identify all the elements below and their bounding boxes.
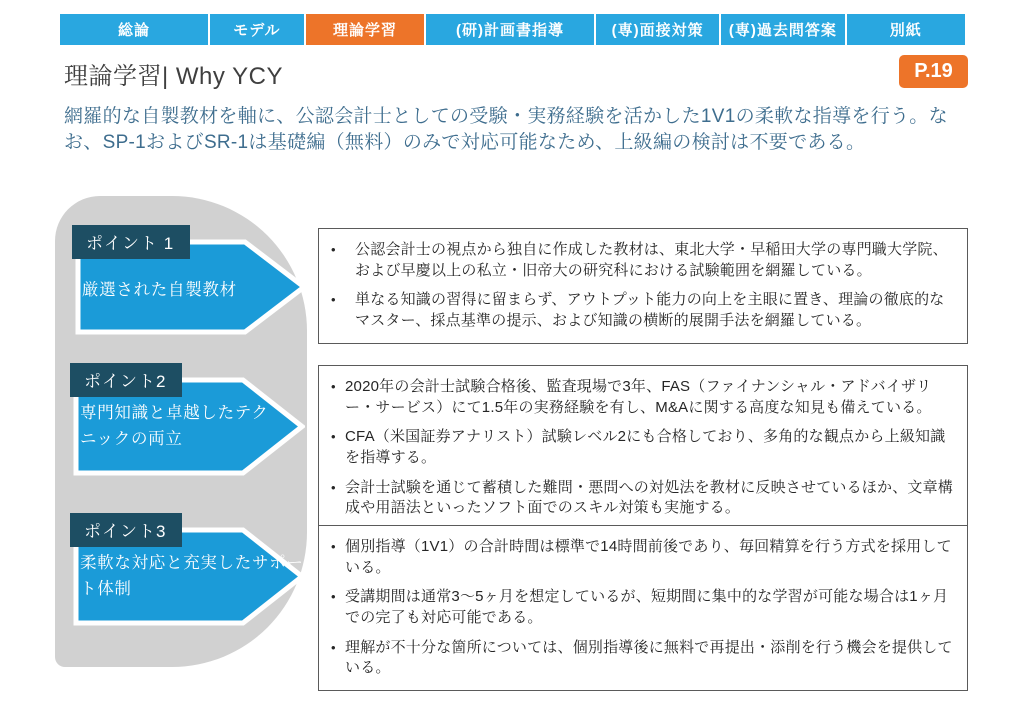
list-item (331, 290, 953, 331)
bullet-icon: • (331, 379, 336, 394)
nav-tab-riron-gakushu-active[interactable]: 理論学習 (304, 14, 424, 45)
nav-tab-model[interactable]: モデル (208, 14, 304, 45)
list-item (331, 478, 953, 519)
info-text: 会計士試験を通じて蓄積した難問・悪問への対処法を教材に反映させているほか、文章構成や用語法といったソフト面でのスキル対策も実施する。 (345, 478, 954, 517)
nav-tab-kakomon-toan[interactable]: (専)過去問答案 (719, 14, 844, 45)
info-text: 公認会計士の視点から独自に作成した教材は、東北大学・早稲田大学の専門職大学院、および早慶以上の私立・旧帝大の研究科における試験範囲を網羅している。 (355, 241, 948, 279)
list-item (331, 377, 953, 418)
bullet-icon: • (331, 539, 336, 554)
info-text: 個別指導（1V1）の合計時間は標準で14時間前後であり、毎回精算を行う方式を採用している。 (345, 538, 952, 576)
point-3-arrow-text: 柔軟な対応と充実したサポー ト体制 (80, 554, 304, 599)
point-3-label: ポイント3 (70, 513, 182, 547)
intro-line-1: 網羅的な自製教材を軸に、公認会計士としての受験・実務経験を活かした1V1の柔軟な指導を行う。な (64, 106, 948, 127)
list-item (331, 427, 953, 468)
intro-paragraph (64, 104, 974, 156)
nav-tab-mensetsu-taisaku[interactable]: (専)面接対策 (594, 14, 719, 45)
list-item (331, 537, 953, 578)
bullet-icon: • (331, 292, 336, 308)
nav-tab-keikakusho-shido[interactable]: (研)計画書指導 (424, 14, 594, 45)
info-box-2 (318, 365, 968, 531)
point-1-label: ポイント 1 (72, 225, 190, 259)
bullet-indent (345, 240, 355, 281)
nav-tab-souron[interactable]: 総論 (60, 14, 208, 45)
info-box-1 (318, 228, 968, 344)
nav-bar (60, 14, 965, 45)
page-number-badge: P.19 (899, 55, 968, 88)
info-text: 2020年の会計士試験合格後、監査現場で3年、FAS（ファイナンシャル・アドバイザリー・サービス）にて1.5年の実務経験を有し、M&Aに関する高度な知見も備えている。 (345, 378, 932, 416)
info-text: 単なる知識の習得に留まらず、アウトプット能力の向上を主眼に置き、理論の徹底的なマスター、採点基準の提示、および知識の横断的展開手法を網羅している。 (355, 291, 945, 330)
bullet-indent (345, 290, 355, 331)
info-text: CFA（米国証券アナリスト）試験レベル2にも合格しており、多角的な観点から上級知識を指導する。 (345, 428, 946, 467)
info-text: 受講期間は通常3〜5ヶ月を想定しているが、短期間に集中的な学習が可能な場合は1ヶ月での完了も対応可能である。 (345, 588, 949, 627)
page-title: 理論学習| Why YCY (64, 63, 283, 90)
bullet-icon: • (331, 639, 336, 655)
list-item (331, 240, 953, 281)
bullet-icon: • (331, 479, 336, 495)
point-1-arrow-text: 厳選された自製教材 (82, 281, 237, 299)
list-item (331, 587, 953, 628)
bullet-icon: • (331, 429, 336, 445)
point-block-3 (70, 513, 310, 626)
point-2-arrow-text: 専門知識と卓越したテク ニックの両立 (80, 404, 269, 449)
list-item (331, 638, 953, 679)
bullet-icon: • (331, 242, 336, 257)
intro-line-2: お、SP-1およびSR-1は基礎編（無料）のみで対応可能なため、上級編の検討は不要である。 (64, 132, 866, 154)
point-block-2 (70, 363, 310, 476)
bullet-icon: • (331, 589, 336, 605)
info-box-3 (318, 525, 968, 691)
info-text: 理解が不十分な箇所については、個別指導後に無料で再提出・添削を行う機会を提供している。 (345, 638, 953, 677)
point-2-label: ポイント2 (70, 363, 182, 397)
point-block-1 (72, 225, 312, 335)
nav-tab-besshi[interactable]: 別紙 (845, 14, 965, 45)
